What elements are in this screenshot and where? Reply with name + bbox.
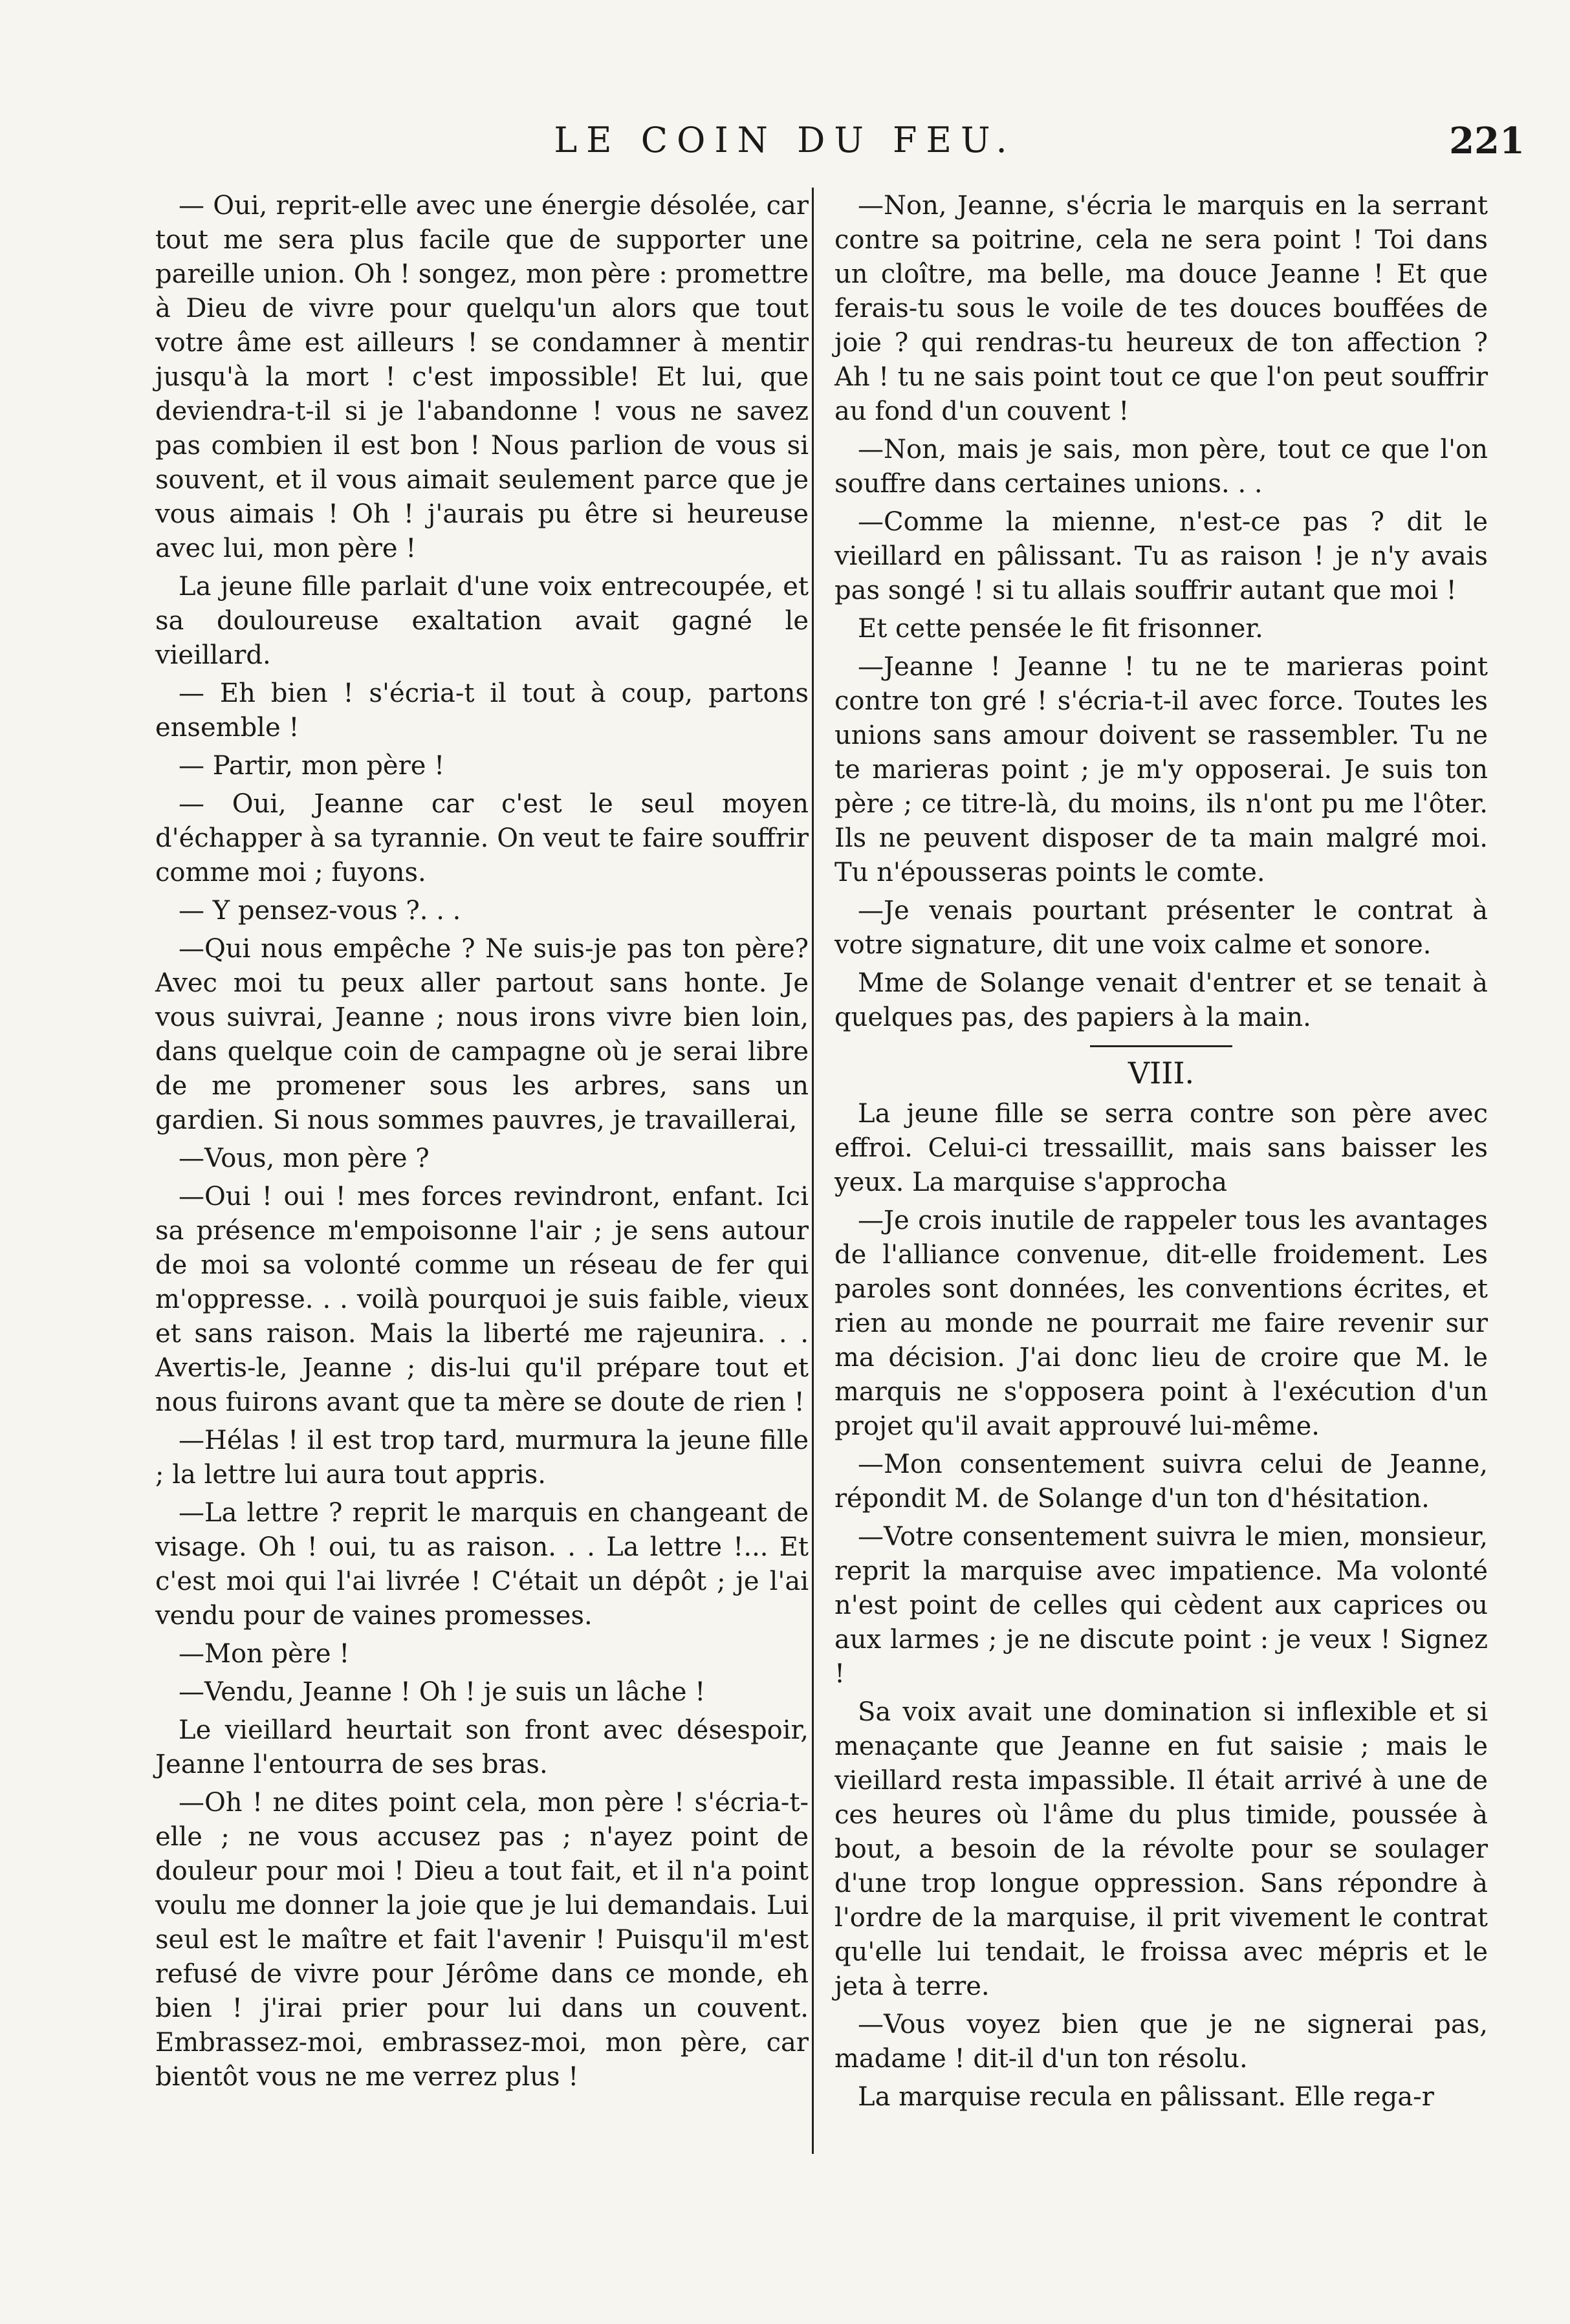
running-title: LE COIN DU FEU. xyxy=(554,120,1016,160)
paragraph: —Vendu, Jeanne ! Oh ! je suis un lâche ! xyxy=(179,1677,706,1707)
paragraph: La marquise recula en pâlissant. Elle rega-r xyxy=(858,2082,1434,2112)
paragraph: — Y pensez-vous ?. . . xyxy=(179,896,461,926)
paragraph: —Mon consentement suivra celui de Jeanne, répondit M. de Solange d'un ton d'hésitation. xyxy=(834,1450,1488,1514)
paragraph: Et cette pensée le fit frisonner. xyxy=(858,614,1263,644)
paragraph: —Oui ! oui ! mes forces revindront, enfant. Ici sa présence m'empoisonne l'air ; je sens autour de moi sa volonté comme un réseau de fer qui m'oppresse. . . voilà pourquoi je suis faible, vieux et sans raison. Mais la liberté me rajeunira. . . Avertis-le, Jeanne ; dis-lui qu'il prépare tout et nous fuirons avant que ta mère se doute de rien ! xyxy=(155,1182,809,1417)
paragraph: — Eh bien ! s'écria-t il tout à coup, partons ensemble ! xyxy=(155,679,809,743)
paragraph: —Comme la mienne, n'est-ce pas ? dit le vieillard en pâlissant. Tu as raison ! je n'y avais pas songé ! si tu allais souffrir autant que moi ! xyxy=(834,507,1488,605)
section-title: VIII. xyxy=(1128,1056,1195,1091)
paragraph: La jeune fille se serra contre son père avec effroi. Celui-ci tressaillit, mais sans baisser les yeux. La marquise s'approcha xyxy=(834,1099,1488,1197)
paragraph: —Vous, mon père ? xyxy=(179,1144,430,1173)
paragraph: — Oui, reprit-elle avec une énergie désolée, car tout me sera plus facile que de supporter une pareille union. Oh ! songez, mon père : promettre à Dieu de vivre pour quelqu'un alors que tout votre âme est ailleurs ! se condamner à mentir jusqu'à la mort ! c'est impossible! Et lui, que deviendra-t-il si je l'abandonne ! vous ne savez pas combien il est bon ! Nous parlion de vous si souvent, et il vous aimait seulement parce que je vous aimais ! Oh ! j'aurais pu être si heureuse avec lui, mon père ! xyxy=(155,191,809,563)
paragraph: —Je venais pourtant présenter le contrat à votre signature, dit une voix calme et sonore. xyxy=(834,896,1488,960)
paragraph: Sa voix avait une domination si inflexible et si menaçante que Jeanne en fut saisie ; mais le vieillard resta impassible. Il était arrivé à une de ces heures où l'âme du plus timide, poussée à bout, a besoin de la révolte pour se soulager d'une trop longue oppression. Sans répondre à l'ordre de la marquise, il prit vivement le contrat qu'elle lui tendait, le froissa avec mépris et le jeta à terre. xyxy=(834,1697,1488,2001)
paragraph: —Hélas ! il est trop tard, murmura la jeune fille ; la lettre lui aura tout appris. xyxy=(155,1426,809,1490)
paragraph: —Qui nous empêche ? Ne suis-je pas ton père? Avec moi tu peux aller partout sans honte. Je vous suivrai, Jeanne ; nous irons vivre bien loin, dans quelque coin de campagne où je serai libre de me promener sous les arbres, sans un gardien. Si nous sommes pauvres, je travaillerai, xyxy=(155,934,809,1135)
paragraph: —Non, mais je sais, mon père, tout ce que l'on souffre dans certaines unions. . . xyxy=(834,435,1488,499)
paragraph: —La lettre ? reprit le marquis en changeant de visage. Oh ! oui, tu as raison. . . La lettre !... Et c'est moi qui l'ai livrée ! C'était un dépôt ; je l'ai vendu pour de vaines promesses. xyxy=(155,1498,809,1631)
page-header xyxy=(0,120,1570,171)
section-divider xyxy=(1090,1045,1232,1047)
paragraph: — Partir, mon père ! xyxy=(179,751,445,781)
right-column xyxy=(834,189,1488,2118)
paragraph: — Oui, Jeanne car c'est le seul moyen d'échapper à sa tyrannie. On veut te faire souffrir comme moi ; fuyons. xyxy=(155,789,809,887)
paragraph: —Votre consentement suivra le mien, monsieur, reprit la marquise avec impatience. Ma volonté n'est point de celles qui cèdent aux caprices ou aux larmes ; je ne discute point : je veux ! Signez ! xyxy=(834,1522,1488,1689)
paragraph: —Je crois inutile de rappeler tous les avantages de l'alliance convenue, dit-elle froidement. Les paroles sont données, les conventions écrites, et rien au monde ne pourrait me faire revenir sur ma décision. J'ai donc lieu de croire que M. le marquis ne s'opposera point à l'exécution d'un projet qu'il avait approuvé lui-même. xyxy=(834,1206,1488,1441)
paragraph: —Non, Jeanne, s'écria le marquis en la serrant contre sa poitrine, cela ne sera point ! Toi dans un cloître, ma belle, ma douce Jeanne ! Et que ferais-tu sous le voile de tes douces bouffées de joie ? qui rendras-tu heureux de ton affection ? Ah ! tu ne sais point tout ce que l'on peut souffrir au fond d'un couvent ! xyxy=(834,191,1488,426)
page-number: 221 xyxy=(1449,120,1525,162)
paragraph: —Vous voyez bien que je ne signerai pas, madame ! dit-il d'un ton résolu. xyxy=(834,2010,1488,2074)
left-column xyxy=(155,189,809,2098)
paragraph: —Jeanne ! Jeanne ! tu ne te marieras point contre ton gré ! s'écria-t-il avec force. Toutes les unions sans amour doivent se rassembler. Tu ne te marieras point ; je m'y opposerai. Je suis ton père ; ce titre-là, du moins, ils n'ont pu me l'ôter. Ils ne peuvent disposer de ta main malgré moi. Tu n'épousseras points le comte. xyxy=(834,652,1488,887)
paragraph: —Mon père ! xyxy=(179,1639,350,1669)
paragraph: La jeune fille parlait d'une voix entrecoupée, et sa douloureuse exaltation avait gagné le vieillard. xyxy=(155,572,809,670)
paragraph: Mme de Solange venait d'entrer et se tenait à quelques pas, des papiers à la main. xyxy=(834,968,1488,1032)
paragraph: Le vieillard heurtait son front avec désespoir, Jeanne l'entourra de ses bras. xyxy=(155,1715,809,1779)
column-divider xyxy=(812,188,814,2154)
paragraph: —Oh ! ne dites point cela, mon père ! s'écria-t-elle ; ne vous accusez pas ; n'ayez point de douleur pour moi ! Dieu a tout fait, et il n'a point voulu me donner la joie que je lui demandais. Lui seul est le maître et fait l'avenir ! Puisqu'il m'est refusé de vivre pour Jérôme dans ce monde, eh bien ! j'irai prier pour lui dans un couvent. Embrassez-moi, embrassez-moi, mon père, car bientôt vous ne me verrez plus ! xyxy=(155,1788,809,2092)
